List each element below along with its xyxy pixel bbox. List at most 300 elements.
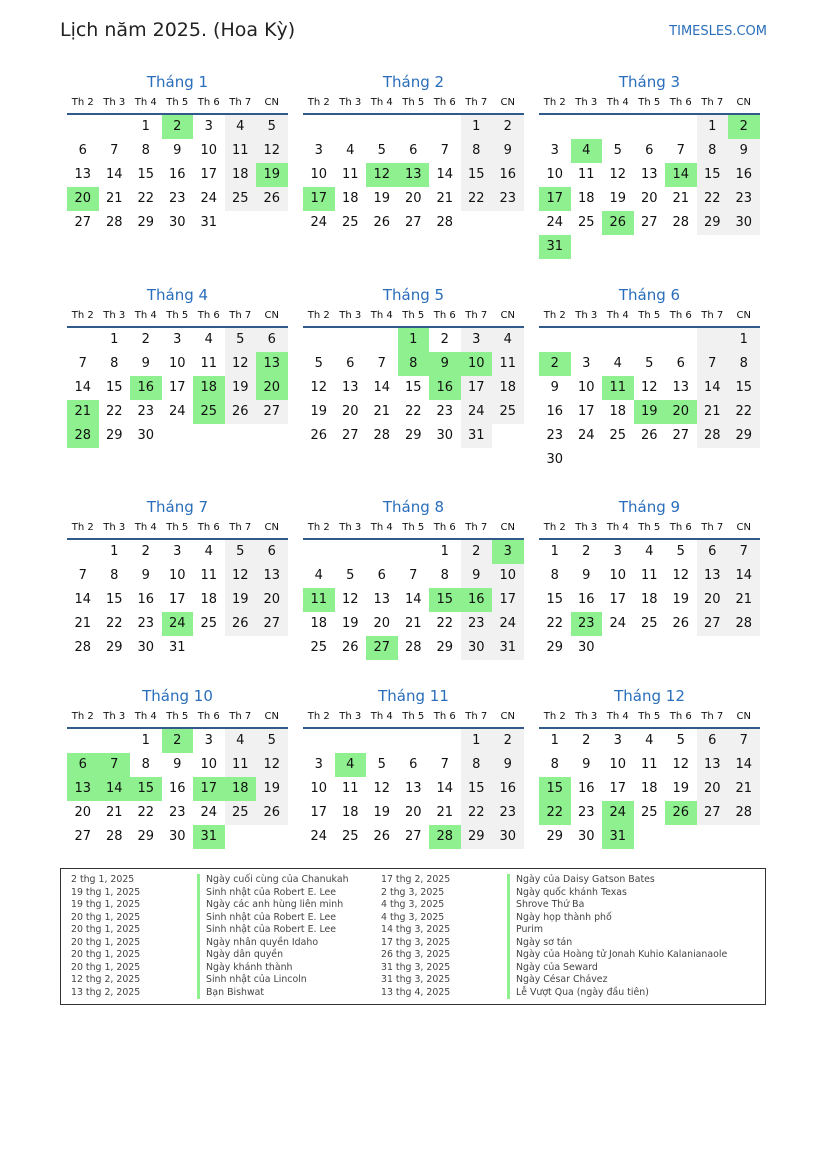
- day-cell[interactable]: 16: [168, 167, 186, 182]
- day-cell[interactable]: 6: [67, 753, 99, 777]
- day-cell[interactable]: 8: [461, 139, 493, 163]
- day-cell[interactable]: 6: [409, 757, 418, 772]
- day-cell[interactable]: 16: [492, 163, 524, 187]
- day-cell[interactable]: 23: [492, 801, 524, 825]
- day-cell[interactable]: 18: [310, 616, 328, 631]
- day-cell[interactable]: 7: [728, 540, 760, 564]
- day-cell[interactable]: 30: [492, 825, 524, 849]
- day-cell[interactable]: 15: [697, 163, 729, 187]
- day-cell[interactable]: 28: [728, 612, 760, 636]
- day-cell[interactable]: 24: [310, 215, 328, 230]
- day-cell[interactable]: 10: [200, 757, 218, 772]
- day-cell[interactable]: 26: [225, 400, 257, 424]
- day-cell[interactable]: 19: [634, 400, 666, 424]
- day-cell[interactable]: 20: [404, 191, 422, 206]
- day-cell[interactable]: 23: [577, 805, 595, 820]
- day-cell[interactable]: 4: [645, 544, 654, 559]
- day-cell[interactable]: 14: [373, 380, 391, 395]
- day-cell[interactable]: 7: [728, 729, 760, 753]
- day-cell[interactable]: 10: [609, 757, 627, 772]
- day-cell[interactable]: 26: [373, 829, 391, 844]
- day-cell[interactable]: 25: [310, 640, 328, 655]
- day-cell[interactable]: 22: [105, 616, 123, 631]
- day-cell[interactable]: 4: [225, 115, 257, 139]
- day-cell[interactable]: 21: [728, 588, 760, 612]
- day-cell[interactable]: 13: [67, 777, 99, 801]
- day-cell[interactable]: 13: [697, 753, 729, 777]
- day-cell[interactable]: 15: [461, 163, 493, 187]
- day-cell[interactable]: 4: [204, 332, 213, 347]
- day-cell[interactable]: 5: [377, 143, 386, 158]
- day-cell[interactable]: 19: [672, 592, 690, 607]
- day-cell[interactable]: 31: [168, 640, 186, 655]
- day-cell[interactable]: 20: [404, 805, 422, 820]
- day-cell[interactable]: 2: [162, 729, 194, 753]
- day-cell[interactable]: 9: [173, 143, 182, 158]
- day-cell[interactable]: 12: [366, 163, 398, 187]
- day-cell[interactable]: 29: [546, 829, 564, 844]
- day-cell[interactable]: 24: [162, 612, 194, 636]
- day-cell[interactable]: 10: [310, 781, 328, 796]
- day-cell[interactable]: 27: [74, 829, 92, 844]
- day-cell[interactable]: 5: [256, 729, 288, 753]
- day-cell[interactable]: 1: [141, 733, 150, 748]
- day-cell[interactable]: 11: [341, 167, 359, 182]
- day-cell[interactable]: 22: [404, 404, 422, 419]
- day-cell[interactable]: 15: [137, 167, 155, 182]
- day-cell[interactable]: 28: [436, 215, 454, 230]
- day-cell[interactable]: 24: [200, 191, 218, 206]
- day-cell[interactable]: 22: [697, 187, 729, 211]
- day-cell[interactable]: 12: [256, 139, 288, 163]
- day-cell[interactable]: 27: [256, 612, 288, 636]
- day-cell[interactable]: 7: [78, 356, 87, 371]
- day-cell[interactable]: 2: [492, 115, 524, 139]
- day-cell[interactable]: 2: [440, 332, 449, 347]
- day-cell[interactable]: 8: [461, 753, 493, 777]
- day-cell[interactable]: 17: [577, 404, 595, 419]
- day-cell[interactable]: 13: [640, 167, 658, 182]
- day-cell[interactable]: 19: [672, 781, 690, 796]
- day-cell[interactable]: 18: [609, 404, 627, 419]
- day-cell[interactable]: 2: [492, 729, 524, 753]
- day-cell[interactable]: 20: [640, 191, 658, 206]
- day-cell[interactable]: 6: [256, 328, 288, 352]
- day-cell[interactable]: 10: [310, 167, 328, 182]
- day-cell[interactable]: 27: [404, 829, 422, 844]
- day-cell[interactable]: 15: [429, 588, 461, 612]
- day-cell[interactable]: 11: [225, 139, 257, 163]
- day-cell[interactable]: 1: [461, 115, 493, 139]
- day-cell[interactable]: 29: [105, 428, 123, 443]
- day-cell[interactable]: 11: [303, 588, 335, 612]
- day-cell[interactable]: 21: [105, 805, 123, 820]
- day-cell[interactable]: 12: [672, 757, 690, 772]
- day-cell[interactable]: 29: [697, 211, 729, 235]
- day-cell[interactable]: 19: [373, 191, 391, 206]
- day-cell[interactable]: 25: [200, 616, 218, 631]
- day-cell[interactable]: 8: [728, 352, 760, 376]
- day-cell[interactable]: 24: [602, 801, 634, 825]
- day-cell[interactable]: 10: [461, 352, 493, 376]
- day-cell[interactable]: 20: [697, 588, 729, 612]
- day-cell[interactable]: 6: [346, 356, 355, 371]
- day-cell[interactable]: 4: [492, 328, 524, 352]
- day-cell[interactable]: 10: [577, 380, 595, 395]
- day-cell[interactable]: 4: [225, 729, 257, 753]
- day-cell[interactable]: 28: [728, 801, 760, 825]
- day-cell[interactable]: 28: [105, 215, 123, 230]
- day-cell[interactable]: 31: [602, 825, 634, 849]
- day-cell[interactable]: 29: [546, 640, 564, 655]
- day-cell[interactable]: 4: [204, 544, 213, 559]
- day-cell[interactable]: 1: [110, 332, 119, 347]
- day-cell[interactable]: 13: [697, 564, 729, 588]
- day-cell[interactable]: 17: [168, 380, 186, 395]
- day-cell[interactable]: 30: [137, 428, 155, 443]
- day-cell[interactable]: 21: [436, 805, 454, 820]
- day-cell[interactable]: 15: [461, 777, 493, 801]
- day-cell[interactable]: 16: [461, 588, 493, 612]
- day-cell[interactable]: 31: [492, 636, 524, 660]
- day-cell[interactable]: 4: [314, 568, 323, 583]
- day-cell[interactable]: 24: [546, 215, 564, 230]
- day-cell[interactable]: 17: [609, 781, 627, 796]
- day-cell[interactable]: 24: [168, 404, 186, 419]
- day-cell[interactable]: 9: [461, 564, 493, 588]
- day-cell[interactable]: 1: [461, 729, 493, 753]
- day-cell[interactable]: 9: [492, 753, 524, 777]
- day-cell[interactable]: 16: [728, 163, 760, 187]
- day-cell[interactable]: 29: [404, 428, 422, 443]
- day-cell[interactable]: 17: [168, 592, 186, 607]
- day-cell[interactable]: 18: [577, 191, 595, 206]
- day-cell[interactable]: 22: [105, 404, 123, 419]
- day-cell[interactable]: 19: [341, 616, 359, 631]
- day-cell[interactable]: 23: [168, 805, 186, 820]
- day-cell[interactable]: 11: [602, 376, 634, 400]
- day-cell[interactable]: 4: [346, 143, 355, 158]
- day-cell[interactable]: 26: [256, 801, 288, 825]
- day-cell[interactable]: 1: [550, 544, 559, 559]
- day-cell[interactable]: 24: [577, 428, 595, 443]
- day-cell[interactable]: 2: [162, 115, 194, 139]
- day-cell[interactable]: 23: [168, 191, 186, 206]
- day-cell[interactable]: 27: [256, 400, 288, 424]
- day-cell[interactable]: 1: [440, 544, 449, 559]
- day-cell[interactable]: 19: [225, 376, 257, 400]
- day-cell[interactable]: 17: [539, 187, 571, 211]
- day-cell[interactable]: 4: [335, 753, 367, 777]
- day-cell[interactable]: 12: [225, 352, 257, 376]
- day-cell[interactable]: 5: [676, 544, 685, 559]
- day-cell[interactable]: 31: [193, 825, 225, 849]
- day-cell[interactable]: 12: [225, 564, 257, 588]
- day-cell[interactable]: 14: [728, 753, 760, 777]
- day-cell[interactable]: 2: [141, 332, 150, 347]
- day-cell[interactable]: 29: [137, 829, 155, 844]
- day-cell[interactable]: 1: [697, 115, 729, 139]
- day-cell[interactable]: 21: [728, 777, 760, 801]
- day-cell[interactable]: 8: [550, 568, 559, 583]
- day-cell[interactable]: 14: [665, 163, 697, 187]
- day-cell[interactable]: 29: [436, 640, 454, 655]
- day-cell[interactable]: 8: [398, 352, 430, 376]
- day-cell[interactable]: 8: [697, 139, 729, 163]
- day-cell[interactable]: 25: [225, 801, 257, 825]
- day-cell[interactable]: 18: [193, 376, 225, 400]
- day-cell[interactable]: 5: [225, 328, 257, 352]
- day-cell[interactable]: 3: [204, 119, 213, 134]
- day-cell[interactable]: 26: [373, 215, 391, 230]
- day-cell[interactable]: 14: [436, 781, 454, 796]
- day-cell[interactable]: 8: [110, 356, 119, 371]
- day-cell[interactable]: 11: [200, 568, 218, 583]
- day-cell[interactable]: 9: [492, 139, 524, 163]
- day-cell[interactable]: 31: [461, 424, 493, 448]
- day-cell[interactable]: 14: [99, 777, 131, 801]
- day-cell[interactable]: 9: [141, 568, 150, 583]
- day-cell[interactable]: 2: [141, 544, 150, 559]
- day-cell[interactable]: 8: [141, 143, 150, 158]
- day-cell[interactable]: 11: [492, 352, 524, 376]
- day-cell[interactable]: 5: [613, 143, 622, 158]
- day-cell[interactable]: 24: [310, 829, 328, 844]
- day-cell[interactable]: 2: [582, 733, 591, 748]
- day-cell[interactable]: 13: [256, 352, 288, 376]
- day-cell[interactable]: 23: [571, 612, 603, 636]
- day-cell[interactable]: 17: [303, 187, 335, 211]
- day-cell[interactable]: 22: [461, 801, 493, 825]
- day-cell[interactable]: 23: [436, 404, 454, 419]
- day-cell[interactable]: 1: [141, 119, 150, 134]
- day-cell[interactable]: 17: [492, 588, 524, 612]
- day-cell[interactable]: 14: [74, 592, 92, 607]
- day-cell[interactable]: 28: [373, 428, 391, 443]
- day-cell[interactable]: 19: [310, 404, 328, 419]
- day-cell[interactable]: 21: [74, 616, 92, 631]
- day-cell[interactable]: 30: [728, 211, 760, 235]
- day-cell[interactable]: 1: [550, 733, 559, 748]
- day-cell[interactable]: 20: [665, 400, 697, 424]
- day-cell[interactable]: 30: [168, 829, 186, 844]
- day-cell[interactable]: 26: [341, 640, 359, 655]
- day-cell[interactable]: 30: [137, 640, 155, 655]
- day-cell[interactable]: 6: [377, 568, 386, 583]
- day-cell[interactable]: 27: [672, 428, 690, 443]
- day-cell[interactable]: 9: [173, 757, 182, 772]
- day-cell[interactable]: 3: [582, 356, 591, 371]
- day-cell[interactable]: 14: [404, 592, 422, 607]
- day-cell[interactable]: 20: [341, 404, 359, 419]
- day-cell[interactable]: 24: [200, 805, 218, 820]
- day-cell[interactable]: 17: [193, 777, 225, 801]
- day-cell[interactable]: 22: [728, 400, 760, 424]
- day-cell[interactable]: 18: [640, 592, 658, 607]
- day-cell[interactable]: 19: [373, 805, 391, 820]
- day-cell[interactable]: 20: [697, 777, 729, 801]
- day-cell[interactable]: 10: [168, 356, 186, 371]
- day-cell[interactable]: 15: [546, 592, 564, 607]
- day-cell[interactable]: 5: [314, 356, 323, 371]
- day-cell[interactable]: 24: [461, 400, 493, 424]
- day-cell[interactable]: 18: [225, 777, 257, 801]
- day-cell[interactable]: 24: [609, 616, 627, 631]
- day-cell[interactable]: 15: [105, 592, 123, 607]
- day-cell[interactable]: 9: [141, 356, 150, 371]
- day-cell[interactable]: 6: [697, 540, 729, 564]
- day-cell[interactable]: 25: [640, 805, 658, 820]
- day-cell[interactable]: 21: [373, 404, 391, 419]
- day-cell[interactable]: 29: [105, 640, 123, 655]
- day-cell[interactable]: 25: [225, 187, 257, 211]
- day-cell[interactable]: 29: [728, 424, 760, 448]
- day-cell[interactable]: 5: [377, 757, 386, 772]
- day-cell[interactable]: 19: [256, 777, 288, 801]
- day-cell[interactable]: 15: [728, 376, 760, 400]
- day-cell[interactable]: 13: [74, 167, 92, 182]
- day-cell[interactable]: 7: [697, 352, 729, 376]
- day-cell[interactable]: 2: [539, 352, 571, 376]
- day-cell[interactable]: 16: [168, 781, 186, 796]
- day-cell[interactable]: 4: [571, 139, 603, 163]
- day-cell[interactable]: 26: [310, 428, 328, 443]
- day-cell[interactable]: 4: [645, 733, 654, 748]
- day-cell[interactable]: 23: [492, 187, 524, 211]
- day-cell[interactable]: 16: [492, 777, 524, 801]
- day-cell[interactable]: 26: [665, 801, 697, 825]
- day-cell[interactable]: 20: [67, 187, 99, 211]
- day-cell[interactable]: 1: [110, 544, 119, 559]
- day-cell[interactable]: 22: [539, 801, 571, 825]
- day-cell[interactable]: 27: [74, 215, 92, 230]
- day-cell[interactable]: 3: [613, 733, 622, 748]
- day-cell[interactable]: 1: [398, 328, 430, 352]
- day-cell[interactable]: 6: [78, 143, 87, 158]
- day-cell[interactable]: 9: [582, 568, 591, 583]
- day-cell[interactable]: 16: [577, 592, 595, 607]
- day-cell[interactable]: 28: [404, 640, 422, 655]
- day-cell[interactable]: 30: [577, 640, 595, 655]
- day-cell[interactable]: 13: [256, 564, 288, 588]
- day-cell[interactable]: 31: [200, 215, 218, 230]
- day-cell[interactable]: 9: [429, 352, 461, 376]
- day-cell[interactable]: 20: [256, 588, 288, 612]
- day-cell[interactable]: 9: [582, 757, 591, 772]
- day-cell[interactable]: 3: [550, 143, 559, 158]
- day-cell[interactable]: 7: [377, 356, 386, 371]
- day-cell[interactable]: 25: [341, 829, 359, 844]
- day-cell[interactable]: 10: [609, 568, 627, 583]
- day-cell[interactable]: 23: [137, 616, 155, 631]
- day-cell[interactable]: 26: [225, 612, 257, 636]
- day-cell[interactable]: 18: [225, 163, 257, 187]
- day-cell[interactable]: 23: [546, 428, 564, 443]
- day-cell[interactable]: 12: [341, 592, 359, 607]
- day-cell[interactable]: 23: [461, 612, 493, 636]
- day-cell[interactable]: 18: [200, 592, 218, 607]
- day-cell[interactable]: 7: [409, 568, 418, 583]
- day-cell[interactable]: 14: [105, 167, 123, 182]
- day-cell[interactable]: 20: [74, 805, 92, 820]
- day-cell[interactable]: 28: [67, 424, 99, 448]
- day-cell[interactable]: 3: [314, 143, 323, 158]
- day-cell[interactable]: 5: [645, 356, 654, 371]
- site-link[interactable]: TIMESLES.COM: [669, 24, 767, 39]
- day-cell[interactable]: 7: [110, 143, 119, 158]
- day-cell[interactable]: 25: [492, 400, 524, 424]
- day-cell[interactable]: 7: [440, 143, 449, 158]
- day-cell[interactable]: 1: [728, 328, 760, 352]
- day-cell[interactable]: 16: [137, 592, 155, 607]
- day-cell[interactable]: 12: [373, 781, 391, 796]
- day-cell[interactable]: 26: [672, 616, 690, 631]
- day-cell[interactable]: 14: [728, 564, 760, 588]
- day-cell[interactable]: 11: [640, 568, 658, 583]
- day-cell[interactable]: 21: [105, 191, 123, 206]
- day-cell[interactable]: 8: [141, 757, 150, 772]
- day-cell[interactable]: 3: [204, 733, 213, 748]
- day-cell[interactable]: 30: [436, 428, 454, 443]
- day-cell[interactable]: 3: [314, 757, 323, 772]
- day-cell[interactable]: 3: [173, 332, 182, 347]
- day-cell[interactable]: 22: [461, 187, 493, 211]
- day-cell[interactable]: 9: [728, 139, 760, 163]
- day-cell[interactable]: 5: [346, 568, 355, 583]
- day-cell[interactable]: 22: [137, 805, 155, 820]
- day-cell[interactable]: 27: [640, 215, 658, 230]
- day-cell[interactable]: 23: [728, 187, 760, 211]
- day-cell[interactable]: 18: [640, 781, 658, 796]
- day-cell[interactable]: 12: [609, 167, 627, 182]
- day-cell[interactable]: 30: [461, 636, 493, 660]
- day-cell[interactable]: 13: [672, 380, 690, 395]
- day-cell[interactable]: 11: [640, 757, 658, 772]
- day-cell[interactable]: 13: [373, 592, 391, 607]
- day-cell[interactable]: 27: [366, 636, 398, 660]
- day-cell[interactable]: 27: [404, 215, 422, 230]
- day-cell[interactable]: 9: [550, 380, 559, 395]
- day-cell[interactable]: 24: [492, 612, 524, 636]
- day-cell[interactable]: 14: [436, 167, 454, 182]
- day-cell[interactable]: 18: [341, 805, 359, 820]
- day-cell[interactable]: 18: [341, 191, 359, 206]
- day-cell[interactable]: 11: [341, 781, 359, 796]
- day-cell[interactable]: 30: [168, 215, 186, 230]
- day-cell[interactable]: 7: [99, 753, 131, 777]
- day-cell[interactable]: 19: [609, 191, 627, 206]
- day-cell[interactable]: 20: [256, 376, 288, 400]
- day-cell[interactable]: 10: [546, 167, 564, 182]
- day-cell[interactable]: 28: [429, 825, 461, 849]
- day-cell[interactable]: 3: [173, 544, 182, 559]
- day-cell[interactable]: 5: [225, 540, 257, 564]
- day-cell[interactable]: 14: [74, 380, 92, 395]
- day-cell[interactable]: 26: [256, 187, 288, 211]
- day-cell[interactable]: 12: [672, 568, 690, 583]
- day-cell[interactable]: 30: [577, 829, 595, 844]
- day-cell[interactable]: 8: [440, 568, 449, 583]
- day-cell[interactable]: 25: [341, 215, 359, 230]
- day-cell[interactable]: 28: [74, 640, 92, 655]
- day-cell[interactable]: 17: [200, 167, 218, 182]
- day-cell[interactable]: 31: [539, 235, 571, 259]
- day-cell[interactable]: 15: [404, 380, 422, 395]
- day-cell[interactable]: 3: [492, 540, 524, 564]
- day-cell[interactable]: 26: [602, 211, 634, 235]
- day-cell[interactable]: 25: [609, 428, 627, 443]
- day-cell[interactable]: 25: [193, 400, 225, 424]
